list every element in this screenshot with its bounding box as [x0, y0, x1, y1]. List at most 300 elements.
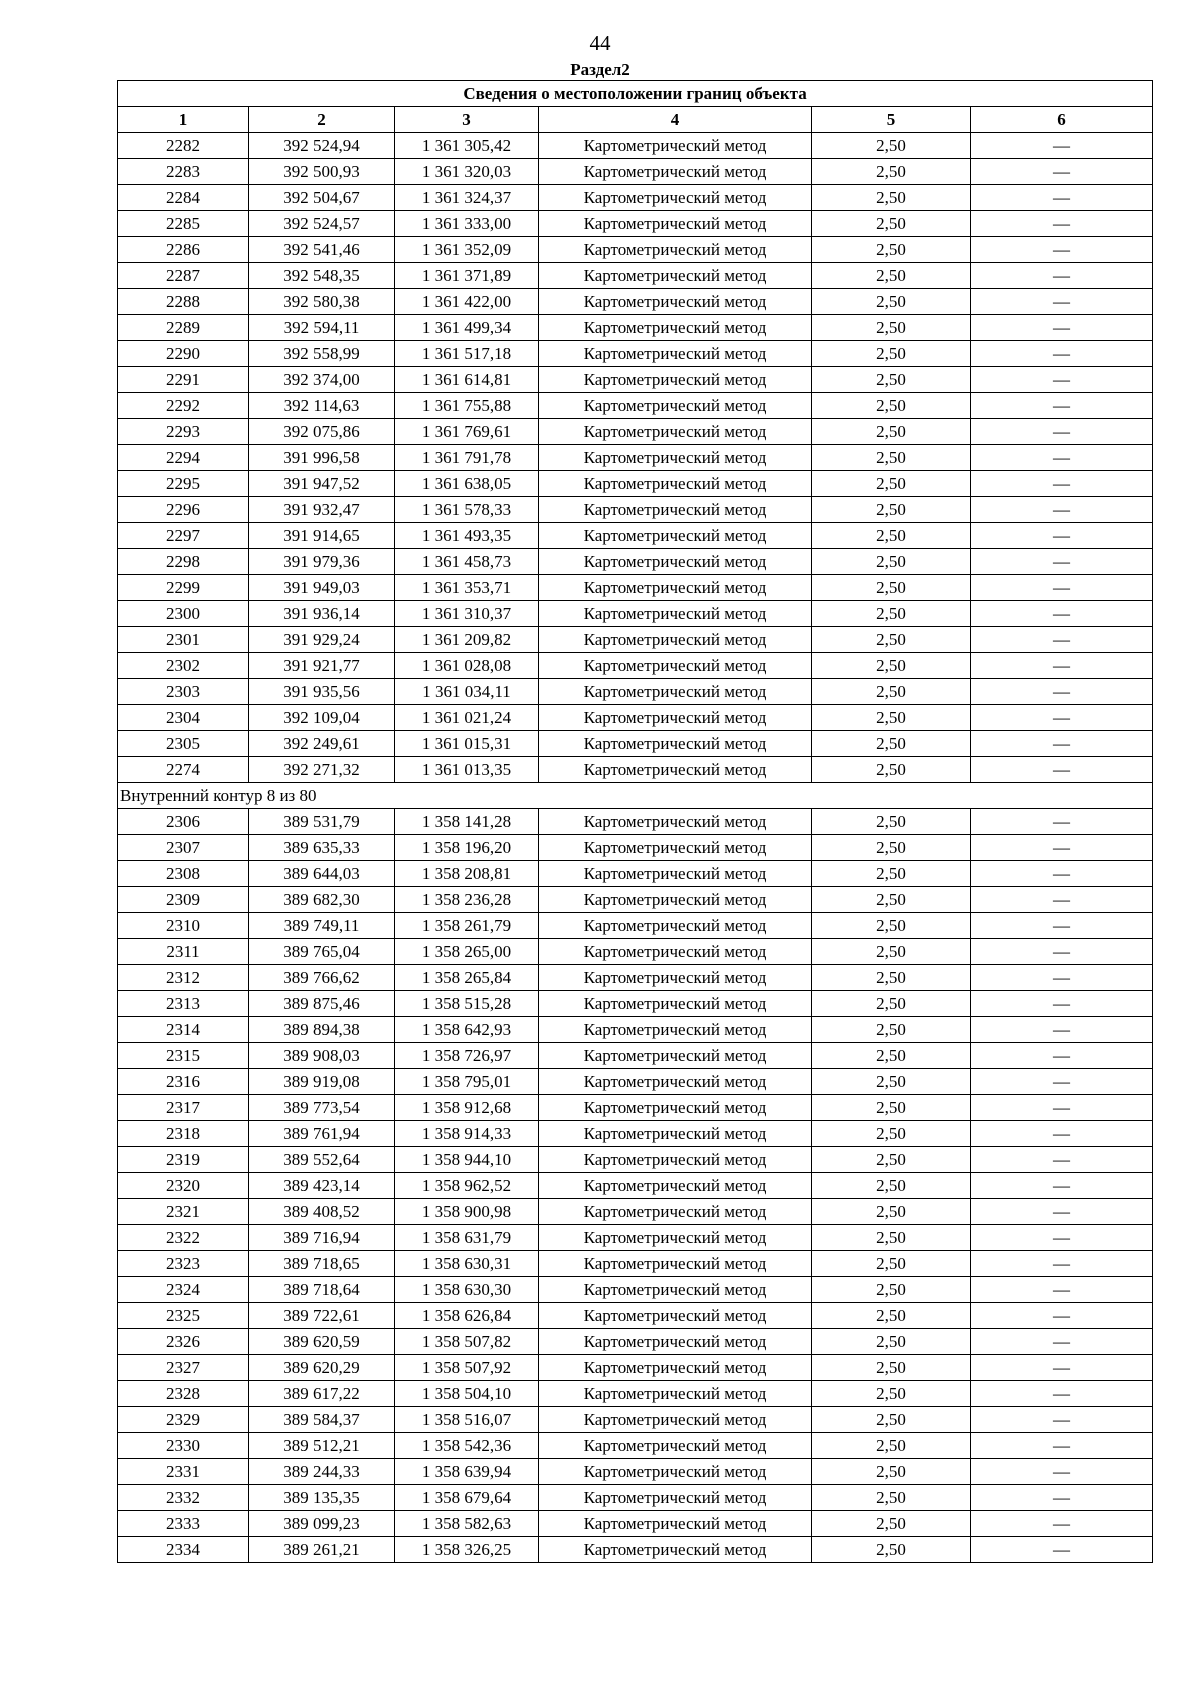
- y-coordinate-cell: 1 358 516,07: [395, 1407, 539, 1433]
- method-cell: Картометрический метод: [539, 1121, 812, 1147]
- x-coordinate-cell: 392 558,99: [249, 341, 395, 367]
- table-row: [118, 367, 1153, 393]
- y-coordinate-cell: 1 361 458,73: [395, 549, 539, 575]
- accuracy-cell: 2,50: [812, 1069, 971, 1095]
- note-cell: —: [971, 627, 1153, 653]
- point-number-cell: 2325: [118, 1303, 249, 1329]
- y-coordinate-cell: 1 358 726,97: [395, 1043, 539, 1069]
- x-coordinate-cell: 389 135,35: [249, 1485, 395, 1511]
- point-number-cell: 2285: [118, 211, 249, 237]
- point-number-cell: 2304: [118, 705, 249, 731]
- point-number-cell: 2318: [118, 1121, 249, 1147]
- method-cell: Картометрический метод: [539, 1303, 812, 1329]
- method-cell: Картометрический метод: [539, 653, 812, 679]
- method-cell: Картометрический метод: [539, 1459, 812, 1485]
- y-coordinate-cell: 1 361 305,42: [395, 133, 539, 159]
- accuracy-cell: 2,50: [812, 731, 971, 757]
- point-number-cell: 2289: [118, 315, 249, 341]
- point-number-cell: 2312: [118, 965, 249, 991]
- point-number-cell: 2315: [118, 1043, 249, 1069]
- note-cell: —: [971, 133, 1153, 159]
- note-cell: —: [971, 913, 1153, 939]
- method-cell: Картометрический метод: [539, 1017, 812, 1043]
- table-row: [118, 913, 1153, 939]
- note-cell: —: [971, 1121, 1153, 1147]
- point-number-cell: 2283: [118, 159, 249, 185]
- note-cell: —: [971, 757, 1153, 783]
- note-cell: —: [971, 341, 1153, 367]
- x-coordinate-cell: 391 921,77: [249, 653, 395, 679]
- y-coordinate-cell: 1 361 333,00: [395, 211, 539, 237]
- method-cell: Картометрический метод: [539, 393, 812, 419]
- y-coordinate-cell: 1 358 504,10: [395, 1381, 539, 1407]
- y-coordinate-cell: 1 361 034,11: [395, 679, 539, 705]
- method-cell: Картометрический метод: [539, 1355, 812, 1381]
- y-coordinate-cell: 1 358 582,63: [395, 1511, 539, 1537]
- x-coordinate-cell: 389 908,03: [249, 1043, 395, 1069]
- accuracy-cell: 2,50: [812, 1329, 971, 1355]
- method-cell: Картометрический метод: [539, 1381, 812, 1407]
- table-row: [118, 1329, 1153, 1355]
- table-row: [118, 289, 1153, 315]
- point-number-cell: 2316: [118, 1069, 249, 1095]
- accuracy-cell: 2,50: [812, 263, 971, 289]
- x-coordinate-cell: 389 099,23: [249, 1511, 395, 1537]
- y-coordinate-cell: 1 358 265,84: [395, 965, 539, 991]
- note-cell: —: [971, 575, 1153, 601]
- point-number-cell: 2331: [118, 1459, 249, 1485]
- method-cell: Картометрический метод: [539, 419, 812, 445]
- accuracy-cell: 2,50: [812, 887, 971, 913]
- point-number-cell: 2297: [118, 523, 249, 549]
- caption-row: [118, 81, 1153, 107]
- y-coordinate-cell: 1 361 310,37: [395, 601, 539, 627]
- section-title: Раздел2: [570, 60, 630, 79]
- x-coordinate-cell: 389 894,38: [249, 1017, 395, 1043]
- x-coordinate-cell: 389 531,79: [249, 809, 395, 835]
- point-number-cell: 2329: [118, 1407, 249, 1433]
- x-coordinate-cell: 389 261,21: [249, 1537, 395, 1563]
- point-number-cell: 2307: [118, 835, 249, 861]
- y-coordinate-cell: 1 358 196,20: [395, 835, 539, 861]
- accuracy-cell: 2,50: [812, 991, 971, 1017]
- accuracy-cell: 2,50: [812, 1251, 971, 1277]
- table-row: [118, 1043, 1153, 1069]
- point-number-cell: 2300: [118, 601, 249, 627]
- point-number-cell: 2314: [118, 1017, 249, 1043]
- note-cell: —: [971, 1017, 1153, 1043]
- table-row: [118, 419, 1153, 445]
- y-coordinate-cell: 1 361 021,24: [395, 705, 539, 731]
- table-row: [118, 497, 1153, 523]
- accuracy-cell: 2,50: [812, 939, 971, 965]
- table-head: [118, 81, 1153, 133]
- table-row: [118, 653, 1153, 679]
- x-coordinate-cell: 391 914,65: [249, 523, 395, 549]
- y-coordinate-cell: 1 358 679,64: [395, 1485, 539, 1511]
- table-body: [118, 133, 1153, 1563]
- note-cell: —: [971, 1277, 1153, 1303]
- method-cell: Картометрический метод: [539, 1407, 812, 1433]
- y-coordinate-cell: 1 361 015,31: [395, 731, 539, 757]
- note-cell: —: [971, 1329, 1153, 1355]
- method-cell: Картометрический метод: [539, 263, 812, 289]
- y-coordinate-cell: 1 361 353,71: [395, 575, 539, 601]
- table-row: [118, 315, 1153, 341]
- x-coordinate-cell: 389 644,03: [249, 861, 395, 887]
- note-cell: —: [971, 1303, 1153, 1329]
- table-row: [118, 731, 1153, 757]
- note-cell: —: [971, 237, 1153, 263]
- y-coordinate-cell: 1 361 324,37: [395, 185, 539, 211]
- y-coordinate-cell: 1 361 769,61: [395, 419, 539, 445]
- point-number-cell: 2310: [118, 913, 249, 939]
- note-cell: —: [971, 887, 1153, 913]
- note-cell: —: [971, 991, 1153, 1017]
- x-coordinate-cell: 389 875,46: [249, 991, 395, 1017]
- table-row: [118, 1537, 1153, 1563]
- note-cell: —: [971, 1381, 1153, 1407]
- method-cell: Картометрический метод: [539, 991, 812, 1017]
- table-row: [118, 1069, 1153, 1095]
- point-number-cell: 2308: [118, 861, 249, 887]
- table-row: [118, 1459, 1153, 1485]
- accuracy-cell: 2,50: [812, 445, 971, 471]
- method-cell: Картометрический метод: [539, 1043, 812, 1069]
- point-number-cell: 2332: [118, 1485, 249, 1511]
- point-number-cell: 2287: [118, 263, 249, 289]
- point-number-cell: 2303: [118, 679, 249, 705]
- method-cell: Картометрический метод: [539, 1485, 812, 1511]
- accuracy-cell: 2,50: [812, 1511, 971, 1537]
- table-row: [118, 263, 1153, 289]
- method-cell: Картометрический метод: [539, 289, 812, 315]
- x-coordinate-cell: 389 408,52: [249, 1199, 395, 1225]
- table-row: [118, 211, 1153, 237]
- y-coordinate-cell: 1 358 944,10: [395, 1147, 539, 1173]
- y-coordinate-cell: 1 358 265,00: [395, 939, 539, 965]
- y-coordinate-cell: 1 358 141,28: [395, 809, 539, 835]
- accuracy-cell: 2,50: [812, 1407, 971, 1433]
- method-cell: Картометрический метод: [539, 1329, 812, 1355]
- y-coordinate-cell: 1 361 638,05: [395, 471, 539, 497]
- point-number-cell: 2319: [118, 1147, 249, 1173]
- table-row: [118, 1511, 1153, 1537]
- method-cell: Картометрический метод: [539, 679, 812, 705]
- x-coordinate-cell: 392 500,93: [249, 159, 395, 185]
- note-cell: —: [971, 315, 1153, 341]
- point-number-cell: 2291: [118, 367, 249, 393]
- note-cell: —: [971, 1459, 1153, 1485]
- method-cell: Картометрический метод: [539, 1095, 812, 1121]
- method-cell: Картометрический метод: [539, 497, 812, 523]
- x-coordinate-cell: 392 249,61: [249, 731, 395, 757]
- table-row: [118, 575, 1153, 601]
- note-cell: —: [971, 601, 1153, 627]
- method-cell: Картометрический метод: [539, 1511, 812, 1537]
- accuracy-cell: 2,50: [812, 315, 971, 341]
- column-header-1: 1: [118, 107, 249, 133]
- contour-label: Внутренний контур 8 из 80: [118, 783, 1153, 809]
- x-coordinate-cell: 392 524,57: [249, 211, 395, 237]
- note-cell: —: [971, 1485, 1153, 1511]
- method-cell: Картометрический метод: [539, 471, 812, 497]
- page-number: 44: [589, 31, 611, 55]
- table-row: [118, 757, 1153, 783]
- table-row: [118, 965, 1153, 991]
- accuracy-cell: 2,50: [812, 133, 971, 159]
- note-cell: —: [971, 159, 1153, 185]
- y-coordinate-cell: 1 358 962,52: [395, 1173, 539, 1199]
- accuracy-cell: 2,50: [812, 367, 971, 393]
- coordinates-table: [117, 80, 1153, 1563]
- y-coordinate-cell: 1 361 499,34: [395, 315, 539, 341]
- point-number-cell: 2328: [118, 1381, 249, 1407]
- y-coordinate-cell: 1 358 236,28: [395, 887, 539, 913]
- x-coordinate-cell: 391 932,47: [249, 497, 395, 523]
- accuracy-cell: 2,50: [812, 419, 971, 445]
- x-coordinate-cell: 389 617,22: [249, 1381, 395, 1407]
- method-cell: Картометрический метод: [539, 1069, 812, 1095]
- accuracy-cell: 2,50: [812, 1355, 971, 1381]
- method-cell: Картометрический метод: [539, 887, 812, 913]
- x-coordinate-cell: 392 114,63: [249, 393, 395, 419]
- table-row: [118, 549, 1153, 575]
- point-number-cell: 2284: [118, 185, 249, 211]
- point-number-cell: 2333: [118, 1511, 249, 1537]
- method-cell: Картометрический метод: [539, 237, 812, 263]
- method-cell: Картометрический метод: [539, 445, 812, 471]
- column-header-6: 6: [971, 107, 1153, 133]
- note-cell: —: [971, 1173, 1153, 1199]
- note-cell: —: [971, 289, 1153, 315]
- accuracy-cell: 2,50: [812, 705, 971, 731]
- table-row: [118, 601, 1153, 627]
- point-number-cell: 2323: [118, 1251, 249, 1277]
- point-number-cell: 2334: [118, 1537, 249, 1563]
- accuracy-cell: 2,50: [812, 627, 971, 653]
- y-coordinate-cell: 1 361 352,09: [395, 237, 539, 263]
- table-row: [118, 991, 1153, 1017]
- x-coordinate-cell: 389 244,33: [249, 1459, 395, 1485]
- note-cell: —: [971, 939, 1153, 965]
- point-number-cell: 2286: [118, 237, 249, 263]
- x-coordinate-cell: 391 947,52: [249, 471, 395, 497]
- table-row: [118, 1147, 1153, 1173]
- method-cell: Картометрический метод: [539, 705, 812, 731]
- x-coordinate-cell: 389 620,59: [249, 1329, 395, 1355]
- point-number-cell: 2324: [118, 1277, 249, 1303]
- accuracy-cell: 2,50: [812, 471, 971, 497]
- table-row: [118, 861, 1153, 887]
- table-row: [118, 1355, 1153, 1381]
- method-cell: Картометрический метод: [539, 939, 812, 965]
- accuracy-cell: 2,50: [812, 341, 971, 367]
- x-coordinate-cell: 392 109,04: [249, 705, 395, 731]
- note-cell: —: [971, 1095, 1153, 1121]
- note-cell: —: [971, 965, 1153, 991]
- point-number-cell: 2296: [118, 497, 249, 523]
- x-coordinate-cell: 391 996,58: [249, 445, 395, 471]
- method-cell: Картометрический метод: [539, 133, 812, 159]
- accuracy-cell: 2,50: [812, 237, 971, 263]
- table-row: [118, 1433, 1153, 1459]
- accuracy-cell: 2,50: [812, 1459, 971, 1485]
- x-coordinate-cell: 391 979,36: [249, 549, 395, 575]
- method-cell: Картометрический метод: [539, 1225, 812, 1251]
- table-row: [118, 1251, 1153, 1277]
- point-number-cell: 2299: [118, 575, 249, 601]
- column-header-3: 3: [395, 107, 539, 133]
- accuracy-cell: 2,50: [812, 1173, 971, 1199]
- point-number-cell: 2330: [118, 1433, 249, 1459]
- method-cell: Картометрический метод: [539, 1251, 812, 1277]
- y-coordinate-cell: 1 358 542,36: [395, 1433, 539, 1459]
- accuracy-cell: 2,50: [812, 289, 971, 315]
- note-cell: —: [971, 549, 1153, 575]
- method-cell: Картометрический метод: [539, 211, 812, 237]
- table-row: [118, 705, 1153, 731]
- point-number-cell: 2305: [118, 731, 249, 757]
- x-coordinate-cell: 392 504,67: [249, 185, 395, 211]
- method-cell: Картометрический метод: [539, 1199, 812, 1225]
- method-cell: Картометрический метод: [539, 523, 812, 549]
- column-header-2: 2: [249, 107, 395, 133]
- accuracy-cell: 2,50: [812, 1017, 971, 1043]
- method-cell: Картометрический метод: [539, 913, 812, 939]
- note-cell: —: [971, 497, 1153, 523]
- x-coordinate-cell: 389 765,04: [249, 939, 395, 965]
- accuracy-cell: 2,50: [812, 1225, 971, 1251]
- table-row: [118, 445, 1153, 471]
- note-cell: —: [971, 445, 1153, 471]
- note-cell: —: [971, 367, 1153, 393]
- y-coordinate-cell: 1 361 614,81: [395, 367, 539, 393]
- y-coordinate-cell: 1 358 630,30: [395, 1277, 539, 1303]
- method-cell: Картометрический метод: [539, 367, 812, 393]
- table-row: [118, 133, 1153, 159]
- x-coordinate-cell: 391 929,24: [249, 627, 395, 653]
- method-cell: Картометрический метод: [539, 731, 812, 757]
- accuracy-cell: 2,50: [812, 965, 971, 991]
- y-coordinate-cell: 1 361 755,88: [395, 393, 539, 419]
- note-cell: —: [971, 1147, 1153, 1173]
- table-row: [118, 1277, 1153, 1303]
- header-row: [118, 107, 1153, 133]
- table-row: [118, 939, 1153, 965]
- x-coordinate-cell: 391 949,03: [249, 575, 395, 601]
- note-cell: —: [971, 705, 1153, 731]
- y-coordinate-cell: 1 361 578,33: [395, 497, 539, 523]
- point-number-cell: 2317: [118, 1095, 249, 1121]
- method-cell: Картометрический метод: [539, 835, 812, 861]
- y-coordinate-cell: 1 358 631,79: [395, 1225, 539, 1251]
- y-coordinate-cell: 1 358 507,82: [395, 1329, 539, 1355]
- table-row: [118, 471, 1153, 497]
- accuracy-cell: 2,50: [812, 393, 971, 419]
- point-number-cell: 2309: [118, 887, 249, 913]
- table-row: [118, 185, 1153, 211]
- note-cell: —: [971, 1433, 1153, 1459]
- accuracy-cell: 2,50: [812, 913, 971, 939]
- note-cell: —: [971, 211, 1153, 237]
- accuracy-cell: 2,50: [812, 159, 971, 185]
- accuracy-cell: 2,50: [812, 1147, 971, 1173]
- method-cell: Картометрический метод: [539, 965, 812, 991]
- x-coordinate-cell: 389 620,29: [249, 1355, 395, 1381]
- table-row: [118, 887, 1153, 913]
- x-coordinate-cell: 389 718,65: [249, 1251, 395, 1277]
- accuracy-cell: 2,50: [812, 861, 971, 887]
- x-coordinate-cell: 392 075,86: [249, 419, 395, 445]
- point-number-cell: 2292: [118, 393, 249, 419]
- point-number-cell: 2301: [118, 627, 249, 653]
- x-coordinate-cell: 389 773,54: [249, 1095, 395, 1121]
- method-cell: Картометрический метод: [539, 1173, 812, 1199]
- accuracy-cell: 2,50: [812, 1485, 971, 1511]
- y-coordinate-cell: 1 361 517,18: [395, 341, 539, 367]
- method-cell: Картометрический метод: [539, 861, 812, 887]
- note-cell: —: [971, 185, 1153, 211]
- y-coordinate-cell: 1 358 261,79: [395, 913, 539, 939]
- note-cell: —: [971, 1199, 1153, 1225]
- table-row: [118, 679, 1153, 705]
- point-number-cell: 2288: [118, 289, 249, 315]
- y-coordinate-cell: 1 358 912,68: [395, 1095, 539, 1121]
- point-number-cell: 2320: [118, 1173, 249, 1199]
- x-coordinate-cell: 389 766,62: [249, 965, 395, 991]
- x-coordinate-cell: 392 548,35: [249, 263, 395, 289]
- accuracy-cell: 2,50: [812, 1277, 971, 1303]
- x-coordinate-cell: 392 541,46: [249, 237, 395, 263]
- x-coordinate-cell: 389 552,64: [249, 1147, 395, 1173]
- y-coordinate-cell: 1 358 326,25: [395, 1537, 539, 1563]
- table-row: [118, 835, 1153, 861]
- note-cell: —: [971, 731, 1153, 757]
- point-number-cell: 2298: [118, 549, 249, 575]
- table-row: [118, 523, 1153, 549]
- table-row: [118, 627, 1153, 653]
- accuracy-cell: 2,50: [812, 1303, 971, 1329]
- method-cell: Картометрический метод: [539, 1433, 812, 1459]
- table-row: [118, 809, 1153, 835]
- x-coordinate-cell: 392 374,00: [249, 367, 395, 393]
- note-cell: —: [971, 653, 1153, 679]
- point-number-cell: 2294: [118, 445, 249, 471]
- accuracy-cell: 2,50: [812, 497, 971, 523]
- y-coordinate-cell: 1 358 642,93: [395, 1017, 539, 1043]
- accuracy-cell: 2,50: [812, 1381, 971, 1407]
- point-number-cell: 2327: [118, 1355, 249, 1381]
- note-cell: —: [971, 393, 1153, 419]
- table-row: [118, 159, 1153, 185]
- table-row: [118, 1173, 1153, 1199]
- table-row: [118, 1407, 1153, 1433]
- y-coordinate-cell: 1 358 208,81: [395, 861, 539, 887]
- point-number-cell: 2274: [118, 757, 249, 783]
- method-cell: Картометрический метод: [539, 809, 812, 835]
- y-coordinate-cell: 1 358 639,94: [395, 1459, 539, 1485]
- accuracy-cell: 2,50: [812, 523, 971, 549]
- method-cell: Картометрический метод: [539, 549, 812, 575]
- y-coordinate-cell: 1 358 914,33: [395, 1121, 539, 1147]
- x-coordinate-cell: 389 512,21: [249, 1433, 395, 1459]
- note-cell: —: [971, 1511, 1153, 1537]
- table-row: [118, 341, 1153, 367]
- note-cell: —: [971, 1043, 1153, 1069]
- y-coordinate-cell: 1 361 422,00: [395, 289, 539, 315]
- method-cell: Картометрический метод: [539, 1147, 812, 1173]
